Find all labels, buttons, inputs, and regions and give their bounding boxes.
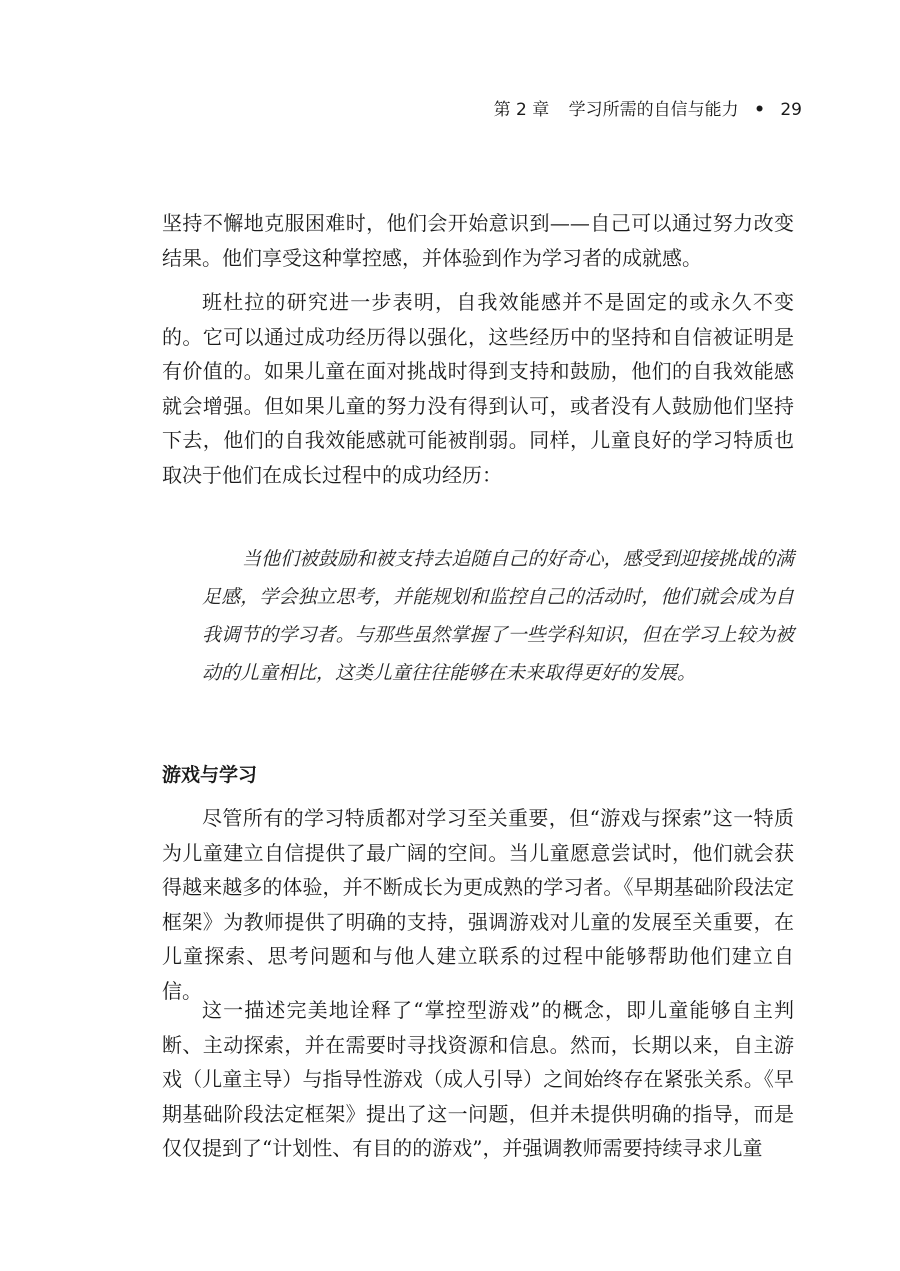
- chapter-title: 学习所需的自信与能力: [568, 100, 739, 120]
- chapter-label: 第 2 章: [493, 100, 550, 120]
- running-header: [494, 95, 802, 120]
- paragraph-play-learning: 尽管所有的学习特质都对学习至关重要，但“游戏与探索”这一特质为儿童建立自信提供了最广阔的空间。当儿童愿意尝试时，他们就会获得越来越多的体验，并不断成长为更成熟的学习者。《早期基础阶段法定框架》为教师提供了明确的支持，强调游戏对儿童的发展至关重要，在儿童探索、思考问题和与他人建立联系的过程中能够帮助他们建立自信。: [162, 806, 794, 1003]
- paragraph-continuation: 坚持不懈地克服困难时，他们会开始意识到——自己可以通过努力改变结果。他们享受这种掌控感，并体验到作为学习者的成就感。: [162, 211, 794, 270]
- header-separator: •: [754, 100, 765, 120]
- page-number: 29: [780, 100, 802, 120]
- paragraph-bandura: 班杜拉的研究进一步表明，自我效能感并不是固定的或永久不变的。它可以通过成功经历得以强化，这些经历中的坚持和自信被证明是有价值的。如果儿童在面对挑战时得到支持和鼓励，他们的自我效能感就会增强。但如果儿童的努力没有得到认可，或者没有人鼓励他们坚持下去，他们的自我效能感就可能被削弱。同样，儿童良好的学习特质也取决于他们在成长过程中的成功经历：: [162, 290, 794, 487]
- paragraph-mastery-play: 这一描述完美地诠释了“掌控型游戏”的概念，即儿童能够自主判断、主动探索，并在需要时寻找资源和信息。然而，长期以来，自主游戏（儿童主导）与指导性游戏（成人引导）之间始终存在紧张关系。《早期基础阶段法定框架》提出了这一问题，但并未提供明确的指导，而是仅仅提到了“计划性、有目的的游戏”，并强调教师需要持续寻求儿童: [162, 998, 794, 1160]
- block-quote: 当他们被鼓励和被支持去追随自己的好奇心，感受到迎接挑战的满足感，学会独立思考，并能规划和监控自己的活动时，他们就会成为自我调节的学习者。与那些虽然掌握了一些学科知识，但在学习上较为被动的儿童相比，这类儿童往往能够在未来取得更好的发展。: [202, 548, 794, 684]
- section-heading: 游戏与学习: [162, 764, 258, 786]
